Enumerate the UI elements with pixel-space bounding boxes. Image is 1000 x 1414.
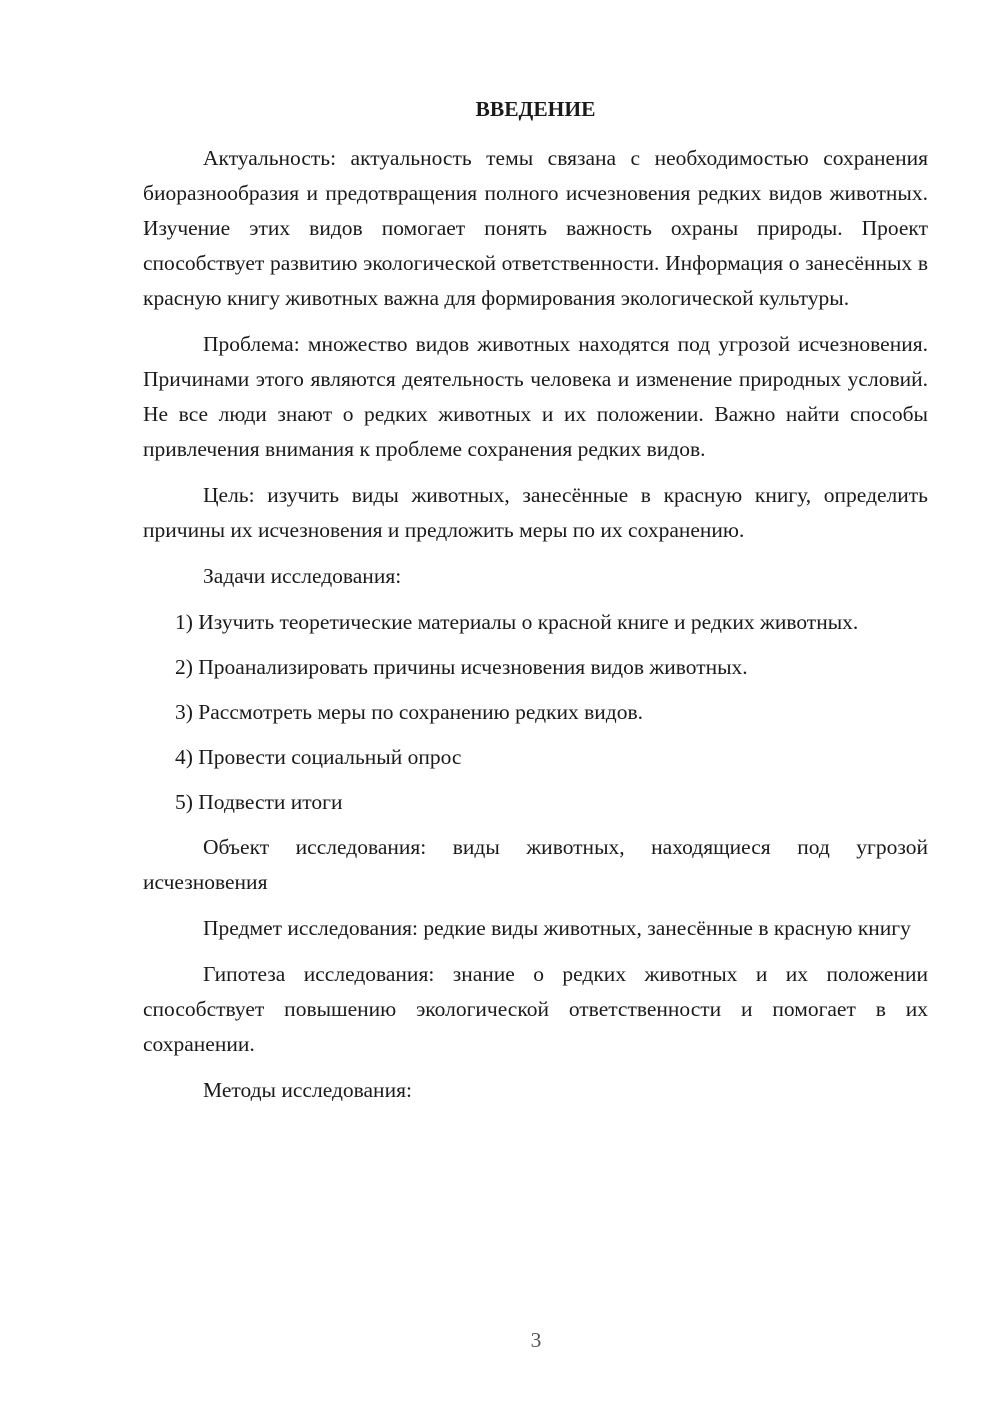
- task-item-2: 2) Проанализировать причины исчезновения видов животных.: [175, 655, 748, 679]
- methods-heading: Методы исследования:: [203, 1078, 412, 1102]
- task-item-4: 4) Провести социальный опрос: [175, 745, 462, 769]
- goal-paragraph: Цель: изучить виды животных, занесённые в красную книгу, определить причины их исчезновения и предложить меры по их сохранению.: [143, 483, 928, 542]
- problem-paragraph: Проблема: множество видов животных находятся под угрозой исчезновения. Причинами этого являются деятельность человека и изменение природных условий. Не все люди знают о редких животных и их положении. Важно найти способы привлечения внимания к проблеме сохранения редких видов.: [143, 332, 928, 461]
- hypothesis-paragraph: Гипотеза исследования: знание о редких животных и их положении способствует повышению экологической ответственности и помогает в их сохранении.: [143, 962, 928, 1056]
- relevance-paragraph: Актуальность: актуальность темы связана с необходимостью сохранения биоразнообразия и предотвращения полного исчезновения редких видов животных. Изучение этих видов помогает понять важность охраны природы. Проект способствует развитию экологической ответственности. Информация о занесённых в красную книгу животных важна для формирования экологической культуры.: [143, 146, 928, 310]
- page-number: 3: [530, 1328, 542, 1352]
- subject-paragraph: Предмет исследования: редкие виды животных, занесённые в красную книгу: [203, 916, 911, 940]
- task-item-1: 1) Изучить теоретические материалы о красной книге и редких животных.: [175, 610, 859, 634]
- task-item-5: 5) Подвести итоги: [175, 790, 343, 814]
- page-title: ВВЕДЕНИЕ: [475, 97, 596, 121]
- object-paragraph: Объект исследования: виды животных, находящиеся под угрозой исчезновения: [143, 835, 928, 894]
- tasks-heading: Задачи исследования:: [203, 564, 402, 588]
- document-page: [143, 92, 928, 1119]
- task-item-3: 3) Рассмотреть меры по сохранению редких видов.: [175, 700, 644, 724]
